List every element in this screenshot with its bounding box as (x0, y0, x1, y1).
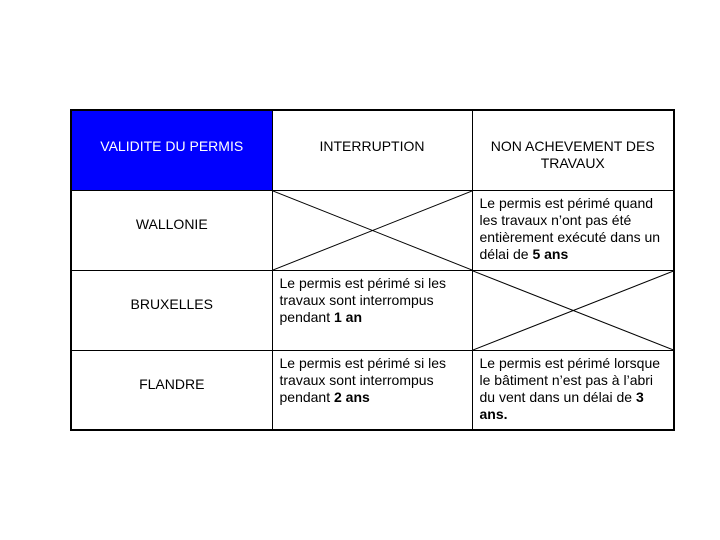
table-row-bruxelles (71, 270, 674, 350)
rule-text (473, 351, 674, 423)
header-non-achevement-label: NON ACHEVEMENT DES TRAVAUX (490, 138, 655, 171)
region-cell (71, 350, 272, 430)
rule-text (273, 271, 472, 326)
table-header-row (71, 110, 674, 190)
region-label: WALLONIE (135, 215, 208, 232)
header-non-achevement (472, 110, 674, 190)
rule-text-duration: 2 ans (334, 388, 370, 405)
cross-out-mark (473, 271, 674, 350)
empty-cell-crossed (272, 190, 472, 270)
region-label: BRUXELLES (130, 295, 213, 312)
region-cell (71, 190, 272, 270)
rule-text-duration: 1 an (334, 308, 363, 325)
header-validite-label: VALIDITE DU PERMIS (100, 138, 244, 154)
rule-text-body: Le permis est périmé lorsque le bâtiment n’est pas à l’abri du vent dans un délai de (479, 354, 661, 405)
rule-text-body: Le permis est périmé quand les travaux n’ont pas été entièrement exécuté dans un délai de (479, 194, 661, 262)
empty-cell-crossed (472, 270, 674, 350)
table-row-flandre (71, 350, 674, 430)
rule-text-duration: 5 ans (532, 245, 569, 262)
rule-text (473, 191, 674, 263)
rule-cell (472, 350, 674, 430)
region-label: FLANDRE (139, 375, 205, 392)
rule-cell (272, 350, 472, 430)
header-validite (71, 110, 272, 190)
rule-cell (272, 270, 472, 350)
region-cell (71, 270, 272, 350)
rule-text-body: Le permis est périmé si les travaux sont interrompus pendant (279, 274, 447, 325)
rule-cell (472, 190, 674, 270)
table-row-wallonie (71, 190, 674, 270)
cross-out-mark (273, 191, 472, 270)
header-interruption-label: INTERRUPTION (319, 138, 425, 154)
header-interruption (272, 110, 472, 190)
rule-text-duration: 3 ans. (479, 388, 644, 422)
rule-text-body: Le permis est périmé si les travaux sont interrompus pendant (279, 354, 447, 405)
rule-text (273, 351, 472, 406)
permit-validity-table (70, 109, 675, 431)
